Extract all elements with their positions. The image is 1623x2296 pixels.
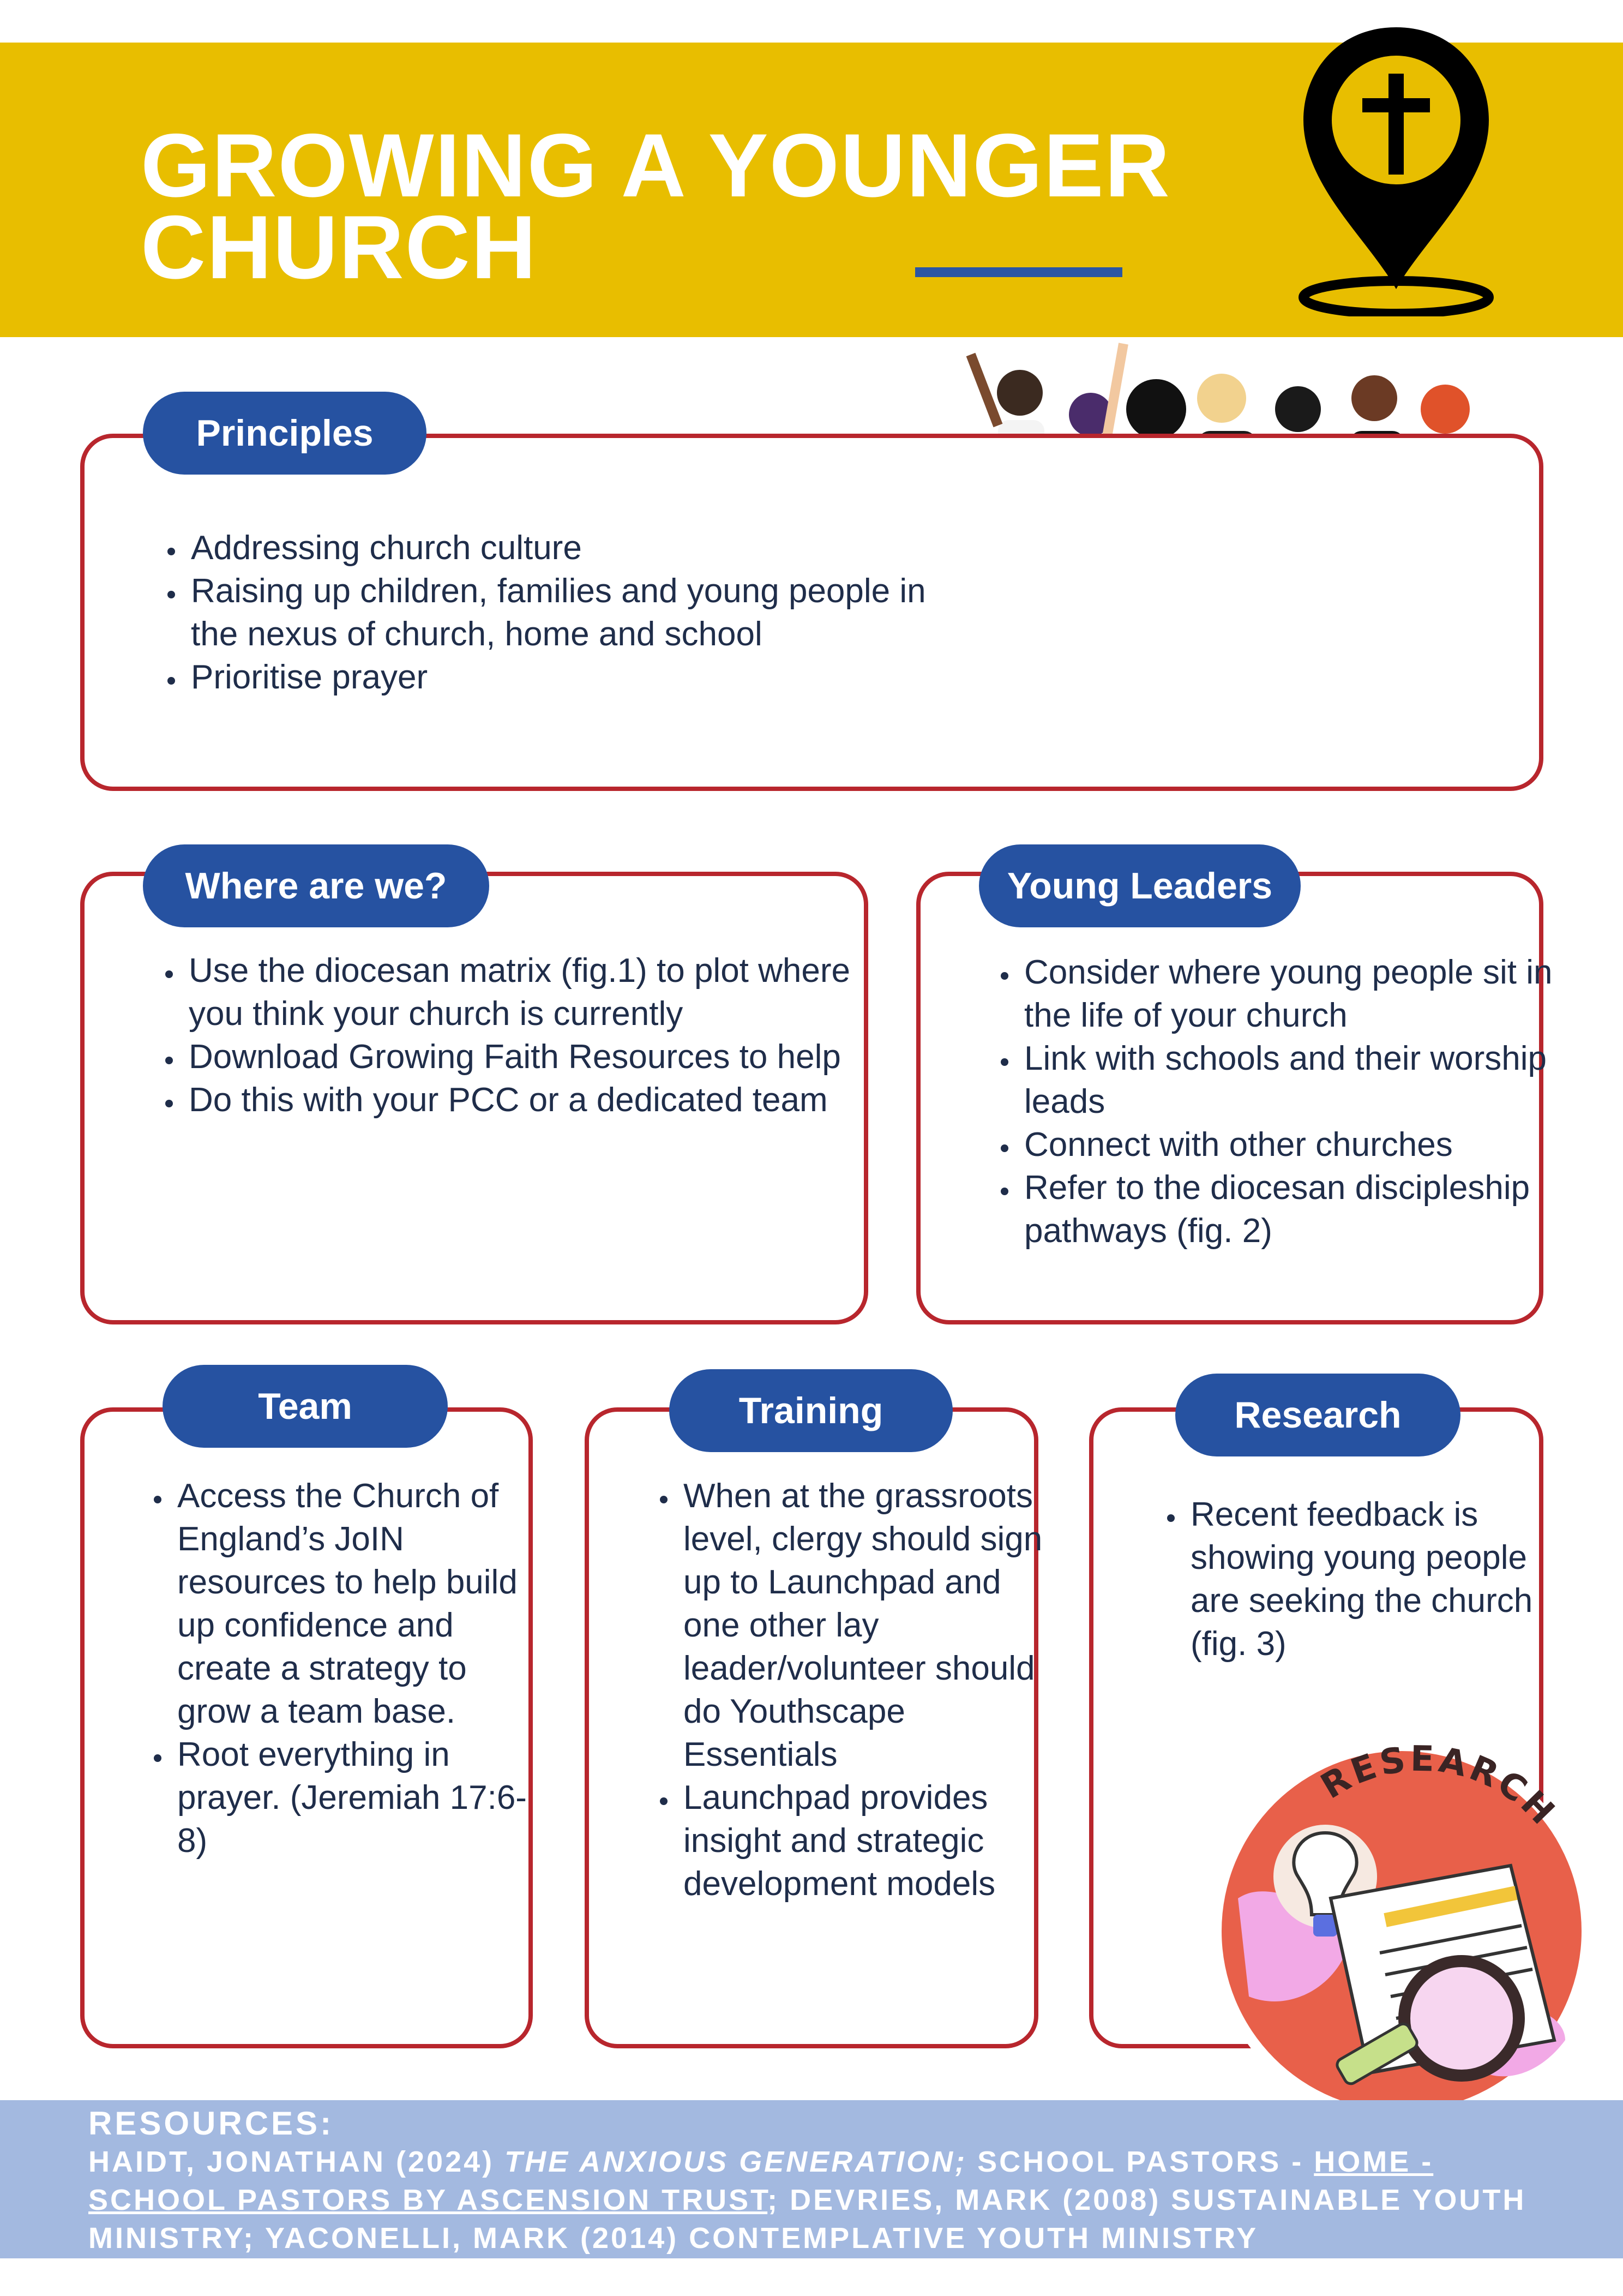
list-item: • Do this with your PCC or a dedicated team: [184, 1078, 855, 1122]
location-pin-cross-icon: [1293, 11, 1500, 316]
resource-ref-2: SCHOOL PASTORS -: [967, 2145, 1314, 2178]
resources-body: [88, 2143, 1572, 2257]
young-leaders-list: [982, 951, 1565, 1252]
where-are-we-label: Where are we?: [143, 844, 489, 927]
title-underline: [915, 267, 1122, 277]
list-item: • Recent feedback is showing young people are seeking the church (fig. 3): [1186, 1493, 1546, 1665]
where-are-we-list: [146, 949, 855, 1122]
training-list: [641, 1474, 1055, 1905]
research-list: [1148, 1493, 1546, 1665]
resource-link-school-pastors[interactable]: HOME - SCHOOL PASTORS BY ASCENSION TRUST: [88, 2145, 1434, 2216]
badge-text: RESEARCH: [1314, 1739, 1565, 1835]
resource-ref-1-title: THE ANXIOUS GENERATION;: [504, 2145, 967, 2178]
training-label: Training: [669, 1369, 953, 1452]
resource-ref-1: HAIDT, JONATHAN (2024): [88, 2145, 505, 2178]
list-item: • Use the diocesan matrix (fig.1) to plot where you think your church is currently: [184, 949, 855, 1035]
list-item: • Access the Church of England’s JoIN resources to help build up confidence and create a strategy to grow a team base.: [173, 1474, 544, 1733]
list-item: • Download Growing Faith Resources to help: [184, 1035, 855, 1078]
research-badge-illustration: [1205, 1735, 1598, 2127]
list-item: • Refer to the diocesan discipleship pathways (fig. 2): [1020, 1166, 1565, 1252]
page-title: [141, 115, 1171, 297]
resource-ref-3: ; DEVRIES, MARK (2008) SUSTAINABLE YOUTH MINISTRY; YACONELLI, MARK (2014) CONTEMPLATIVE YOUTH MINISTRY: [88, 2184, 1526, 2255]
team-list: [135, 1474, 544, 1862]
list-item: • Root everything in prayer. (Jeremiah 17:6-8): [173, 1733, 544, 1862]
list-item: • Raising up children, families and young people in the nexus of church, home and school: [187, 569, 977, 656]
list-item: • Connect with other churches: [1020, 1123, 1565, 1166]
principles-label: Principles: [143, 392, 426, 475]
list-item: • Addressing church culture: [187, 526, 977, 569]
list-item: • Link with schools and their worship leads: [1020, 1037, 1565, 1123]
principles-list: [148, 526, 977, 699]
team-label: Team: [163, 1365, 448, 1448]
page-title-line2: CHURCH: [141, 197, 537, 297]
list-item: • Consider where young people sit in the life of your church: [1020, 951, 1565, 1037]
list-item: • Launchpad provides insight and strategic development models: [679, 1776, 1055, 1905]
list-item: • Prioritise prayer: [187, 656, 977, 699]
young-leaders-label: Young Leaders: [979, 844, 1301, 927]
page-title-line1: GROWING A YOUNGER: [141, 115, 1171, 215]
list-item: • When at the grassroots level, clergy should sign up to Launchpad and one other lay leader/volunteer should do Youthscape Essentials: [679, 1474, 1055, 1776]
resources-heading: RESOURCES:: [88, 2105, 334, 2142]
research-label: Research: [1175, 1374, 1460, 1456]
